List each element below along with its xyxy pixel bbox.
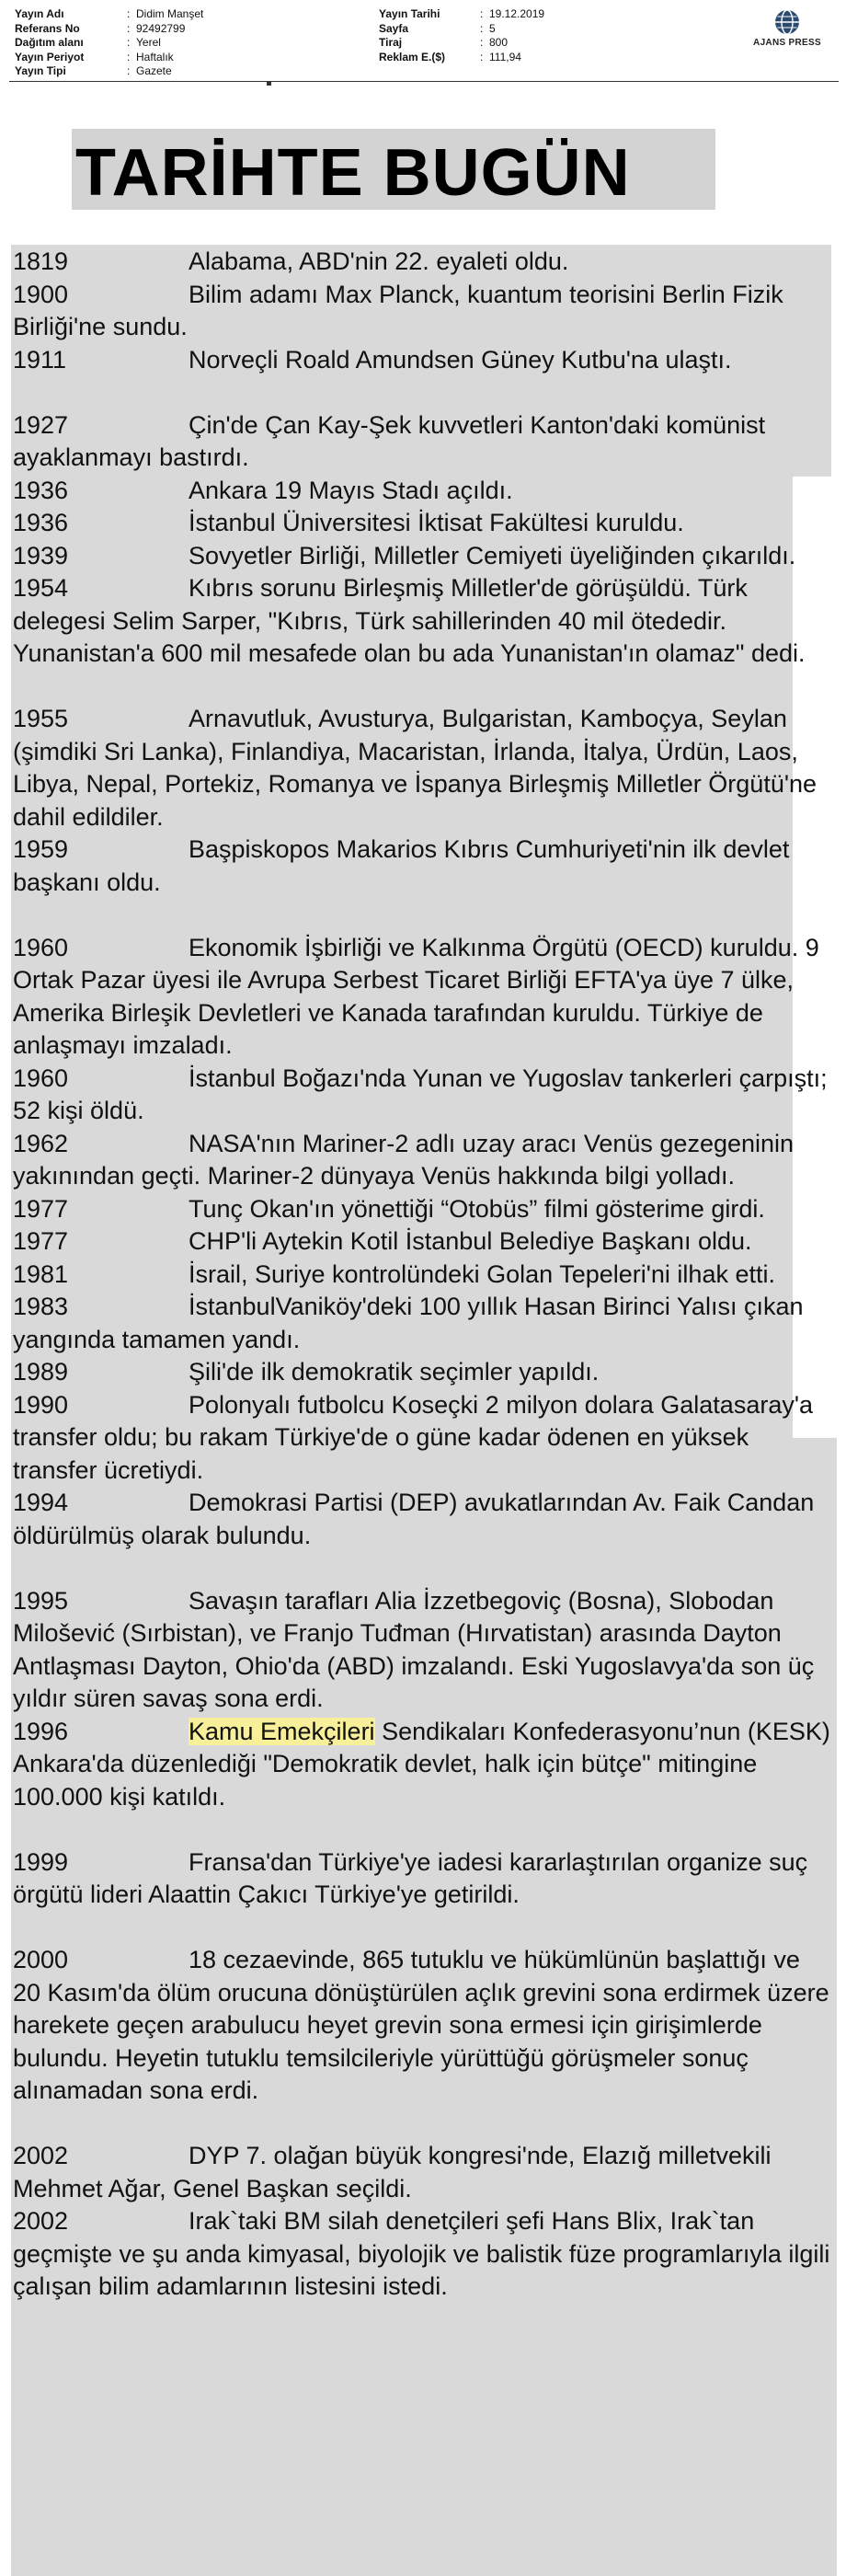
- entry-text: Başpiskopos Makarios Kıbrıs Cumhuriyeti'nin ilk devlet başkanı oldu.: [13, 835, 790, 896]
- meta-right: [379, 7, 726, 64]
- meta-label: Yayın Tarihi: [379, 7, 440, 20]
- paragraph-gap: [13, 376, 833, 409]
- article-body: [13, 246, 833, 2304]
- entry-year: 1983: [13, 1293, 69, 1320]
- entry-year: 1989: [13, 1358, 69, 1386]
- entry-year: 1900: [13, 280, 69, 308]
- meta-label: Reklam E.($): [379, 50, 446, 63]
- entry-text: Demokrasi Partisi (DEP) avukatlarından Av. Faik Candan öldürülmüş olarak bulundu.: [13, 1489, 815, 1549]
- entry-text: Sendikaları Konfederasyonu’nun (KESK) Ankara'da düzenlediği "Demokratik devlet, halk için bütçe" mitingine 100.000 kişi katıldı.: [13, 1717, 830, 1811]
- entry-text: İsrail, Suriye kontrolündeki Golan Tepeleri'ni ilhak etti.: [189, 1259, 775, 1288]
- logo-text: AJANS PRESS: [753, 38, 821, 48]
- meta-value: Didim Manşet: [136, 7, 204, 20]
- history-entry: [13, 1128, 833, 1193]
- history-entry: [13, 1487, 833, 1552]
- entry-text: 18 cezaevinde, 865 tutuklu ve hükümlünün başlattığı ve 20 Kasım'da ölüm orucuna dönüştürülen açlık grevini sona erdirmek üzere harekete geçen arabulucu heyet grevin sona ermesi için girişimlerde bulundu. Heyetin tutuklu temsilcileriyle yürüttüğü görüşmeler sonuç alınamadan sona erdi.: [13, 1946, 829, 2104]
- entry-year: 1994: [13, 1489, 69, 1516]
- history-entry: [13, 1846, 833, 1912]
- meta-value: Gazete: [136, 64, 172, 77]
- entry-text: Şili'de ilk demokratik seçimler yapıldı.: [189, 1358, 600, 1386]
- meta-value: 19.12.2019: [489, 7, 545, 20]
- entry-year: 1955: [13, 705, 69, 732]
- history-entry: [13, 1944, 833, 2108]
- entry-text: İstanbul Üniversitesi İktisat Fakültesi kuruldu.: [189, 509, 684, 536]
- meta-left: [15, 7, 373, 79]
- history-entry: [13, 1585, 833, 1716]
- history-entry: [13, 1356, 833, 1389]
- entry-text: Sovyetler Birliği, Milletler Cemiyeti üyeliğinden çıkarıldı.: [189, 541, 796, 569]
- meta-separator: :: [127, 7, 131, 20]
- entry-text: Ankara 19 Mayıs Stadı açıldı.: [189, 476, 513, 504]
- paragraph-gap: [13, 1912, 833, 1945]
- paragraph-gap: [13, 671, 833, 704]
- entry-year: 1990: [13, 1390, 69, 1419]
- meta-value: 5: [489, 21, 496, 35]
- history-entry: [13, 1193, 833, 1226]
- meta-value: 800: [489, 36, 509, 49]
- entry-text: Bilim adamı Max Planck, kuantum teorisini Berlin Fizik Birliği'ne sundu.: [13, 280, 783, 340]
- entry-year: 1939: [13, 541, 69, 569]
- entry-text: Çin'de Çan Kay-Şek kuvvetleri Kanton'daki komünist ayaklanmayı bastırdı.: [13, 410, 766, 471]
- entry-text: DYP 7. olağan büyük kongresi'nde, Elazığ milletvekili Mehmet Ağar, Genel Başkan seçildi.: [13, 2142, 772, 2202]
- entry-text: Kıbrıs sorunu Birleşmiş Milletler'de görüşüldü. Türk delegesi Selim Sarper, "Kıbrıs, Türk sahillerinden 40 mil ötededir. Yunanistan'a 600 mil mesafede olan bu ada Yunanistan'ın olamaz" dedi.: [13, 574, 806, 667]
- entry-text: İstanbulVaniköy'deki 100 yıllık Hasan Birinci Yalısı çıkan yangında tamamen yandı.: [13, 1293, 804, 1353]
- meta-separator: :: [127, 21, 131, 35]
- entry-year: 1977: [13, 1227, 69, 1255]
- history-entry: [13, 2140, 833, 2205]
- meta-row: [379, 51, 726, 65]
- meta-separator: :: [480, 36, 484, 49]
- meta-value: Haftalık: [136, 50, 174, 63]
- meta-value: 92492799: [136, 21, 186, 35]
- meta-separator: :: [480, 21, 484, 35]
- agency-logo: [741, 9, 833, 48]
- entry-year: 1959: [13, 835, 69, 863]
- divider-mark: [267, 82, 271, 86]
- history-entry: [13, 834, 833, 899]
- meta-row: [379, 36, 726, 51]
- meta-row: [15, 22, 373, 37]
- meta-label: Referans No: [15, 21, 80, 35]
- entry-year: 1936: [13, 509, 69, 536]
- history-entry: [13, 507, 833, 540]
- meta-separator: :: [127, 64, 131, 77]
- meta-separator: :: [480, 7, 484, 20]
- meta-row: [15, 36, 373, 51]
- history-entry: [13, 1259, 833, 1292]
- meta-value: Yerel: [136, 36, 161, 49]
- meta-separator: :: [127, 50, 131, 63]
- entry-text: Tunç Okan'ın yönettiği “Otobüs” filmi gösterime girdi.: [189, 1194, 765, 1223]
- entry-text: İstanbul Boğazı'nda Yunan ve Yugoslav tankerleri çarpıştı; 52 kişi öldü.: [13, 1064, 828, 1124]
- meta-label: Yayın Periyot: [15, 50, 85, 63]
- history-entry: [13, 344, 833, 377]
- meta-label: Dağıtım alanı: [15, 36, 84, 49]
- entry-text: Arnavutluk, Avusturya, Bulgaristan, Kamboçya, Seylan (şimdiki Sri Lanka), Finlandiya, Macaristan, İrlanda, İtalya, Ürdün, Laos, Libya, Nepal, Portekiz, Romanya ve İspanya Birleşmiş Milletler Örgütü'ne dahil edildiler.: [13, 705, 817, 831]
- entry-year: 1960: [13, 1064, 69, 1092]
- paragraph-gap: [13, 1552, 833, 1585]
- history-entry: [13, 1716, 833, 1814]
- meta-label: Yayın Adı: [15, 7, 64, 20]
- entry-year: 1996: [13, 1717, 69, 1745]
- history-entry: [13, 932, 833, 1063]
- meta-label: Tiraj: [379, 36, 403, 49]
- meta-row: [15, 64, 373, 79]
- history-entry: [13, 2205, 833, 2304]
- entry-text: Fransa'dan Türkiye'ye iadesi kararlaştırılan organize suç örgütü lideri Alaattin Çakıcı Türkiye'ye getirildi.: [13, 1847, 808, 1908]
- highlighted-text: Kamu Emekçileri: [189, 1717, 375, 1745]
- history-entry: [13, 703, 833, 834]
- header-divider: [9, 81, 839, 82]
- entry-text: Polonyalı futbolcu Koseçki 2 milyon dolara Galatasaray'a transfer oldu; bu rakam Türkiye'de o güne kadar ödenen en yüksek transfer ücretiydi.: [13, 1390, 814, 1484]
- article-title: TARİHTE BUGÜN: [75, 136, 631, 210]
- entry-text: Norveçli Roald Amundsen Güney Kutbu'na ulaştı.: [189, 345, 732, 374]
- meta-row: [15, 7, 373, 22]
- entry-text: CHP'li Aytekin Kotil İstanbul Belediye Başkanı oldu.: [189, 1227, 752, 1255]
- history-entry: [13, 409, 833, 475]
- entry-year: 1960: [13, 933, 69, 961]
- meta-label: Yayın Tipi: [15, 64, 66, 77]
- meta-row: [379, 22, 726, 37]
- meta-separator: :: [127, 36, 131, 49]
- entry-text: Savaşın tarafları Alia İzzetbegoviç (Bosna), Slobodan Milošević (Sırbistan), ve Franjo Tuđman (Hırvatistan) arasında Dayton Antlaşması Dayton, Ohio'da (ABD) imzalandı. Eski Yugoslavya'da son üç yıldır süren savaş sona erdi.: [13, 1586, 815, 1712]
- entry-year: 2000: [13, 1946, 69, 1973]
- meta-label: Sayfa: [379, 21, 409, 35]
- entry-year: 1962: [13, 1129, 69, 1157]
- history-entry: [13, 1389, 833, 1488]
- meta-row: [15, 51, 373, 65]
- entry-year: 1954: [13, 574, 69, 602]
- entry-text: Alabama, ABD'nin 22. eyaleti oldu.: [189, 247, 569, 275]
- entry-text: NASA'nın Mariner-2 adlı uzay aracı Venüs gezegeninin yakınından geçti. Mariner-2 dünyaya Venüs hakkında bilgi yolladı.: [13, 1129, 795, 1190]
- paragraph-gap: [13, 899, 833, 932]
- paragraph-gap: [13, 2108, 833, 2141]
- entry-year: 1927: [13, 410, 69, 439]
- entry-year: 1995: [13, 1586, 69, 1615]
- entry-year: 1981: [13, 1259, 69, 1288]
- history-entry: [13, 1291, 833, 1356]
- ajans-press-logo-icon: [774, 9, 800, 35]
- history-entry: [13, 475, 833, 508]
- entry-text: Ekonomik İşbirliği ve Kalkınma Örgütü (OECD) kuruldu. 9 Ortak Pazar üyesi ile Avrupa Serbest Ticaret Birliği EFTA'ya üye 7 ülke, Amerika Birleşik Devletleri ve Kanada tarafından kuruldu. Türkiye de anlaşmayı imzaladı.: [13, 933, 819, 1059]
- history-entry: [13, 246, 833, 279]
- meta-separator: :: [480, 50, 484, 63]
- entry-year: 2002: [13, 2207, 69, 2235]
- entry-year: 2002: [13, 2142, 69, 2169]
- entry-year: 1819: [13, 247, 69, 275]
- meta-value: 111,94: [489, 50, 521, 63]
- paragraph-gap: [13, 1813, 833, 1846]
- entry-text: Irak`taki BM silah denetçileri şefi Hans Blix, Irak`tan geçmişte ve şu anda kimyasal, biyolojik ve balistik füze programlarıyla ilgili çalışan bilim adamlarının listesini istedi.: [13, 2207, 830, 2300]
- entry-year: 1999: [13, 1847, 69, 1876]
- entry-year: 1977: [13, 1194, 69, 1223]
- history-entry: [13, 1225, 833, 1259]
- history-entry: [13, 540, 833, 573]
- history-entry: [13, 279, 833, 344]
- meta-row: [379, 7, 726, 22]
- entry-year: 1936: [13, 476, 69, 504]
- history-entry: [13, 1063, 833, 1128]
- history-entry: [13, 572, 833, 671]
- entry-year: 1911: [13, 345, 67, 374]
